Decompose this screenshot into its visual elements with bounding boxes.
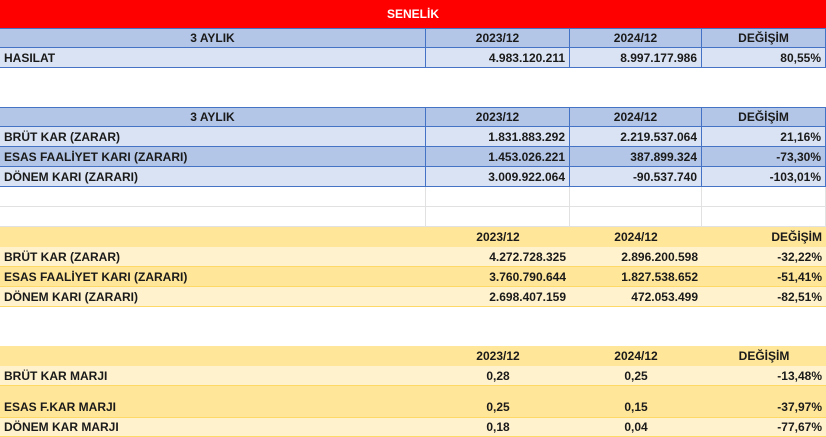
header-cell[interactable]: 3 AYLIK xyxy=(0,108,426,126)
table4-header xyxy=(0,346,826,366)
value-cell[interactable]: -103,01% xyxy=(702,167,826,186)
value-cell[interactable]: -73,30% xyxy=(702,147,826,166)
value-cell[interactable]: -37,97% xyxy=(777,400,822,414)
row-label[interactable]: DÖNEM KAR MARJI xyxy=(4,420,119,434)
header-cell[interactable]: 2024/12 xyxy=(614,230,658,244)
header-cell[interactable] xyxy=(0,227,426,247)
empty-cell[interactable] xyxy=(0,207,426,226)
header-cell[interactable]: DEĞİŞİM xyxy=(702,29,826,47)
value-cell[interactable]: 0,15 xyxy=(624,400,648,414)
header-cell[interactable]: DEĞİŞİM xyxy=(771,230,822,244)
header-cell[interactable]: 2023/12 xyxy=(476,349,520,363)
value-cell[interactable]: 2.698.407.159 xyxy=(489,289,566,304)
row-label[interactable]: BRÜT KAR (ZARAR) xyxy=(0,127,426,146)
empty-cell[interactable] xyxy=(702,207,826,226)
table1-header xyxy=(0,28,826,48)
empty-cell[interactable] xyxy=(702,187,826,206)
value-cell[interactable]: -13,48% xyxy=(777,368,822,383)
row-label[interactable]: HASILAT xyxy=(0,48,426,67)
empty-cell[interactable] xyxy=(570,187,702,206)
header-cell[interactable]: 2024/12 xyxy=(570,29,702,47)
row-label[interactable]: BRÜT KAR MARJI xyxy=(4,368,108,383)
empty-cell[interactable] xyxy=(426,187,570,206)
table-row xyxy=(0,48,826,68)
table3-header xyxy=(0,227,826,247)
table-row xyxy=(0,287,826,307)
table-row xyxy=(0,366,826,386)
header-cell[interactable]: 3 AYLIK xyxy=(0,29,426,47)
row-label[interactable]: DÖNEM KARI (ZARARI) xyxy=(4,289,138,304)
value-cell[interactable]: 8.997.177.986 xyxy=(570,48,702,67)
header-cell[interactable]: 2024/12 xyxy=(570,108,702,126)
value-cell[interactable]: 1.827.538.652 xyxy=(621,269,698,284)
value-cell[interactable]: 3.760.790.644 xyxy=(489,269,566,284)
value-cell[interactable]: 2.219.537.064 xyxy=(570,127,702,146)
row-label[interactable]: DÖNEM KARI (ZARARI) xyxy=(0,167,426,186)
table-row xyxy=(0,167,826,187)
value-cell[interactable]: 387.899.324 xyxy=(570,147,702,166)
table-row xyxy=(0,386,826,418)
empty-row xyxy=(0,207,826,227)
table-row xyxy=(0,247,826,267)
header-cell[interactable]: DEĞİŞİM xyxy=(738,349,790,363)
value-cell[interactable]: -82,51% xyxy=(777,289,822,304)
header-cell[interactable]: 2024/12 xyxy=(614,349,658,363)
value-cell[interactable]: 1.453.026.221 xyxy=(426,147,570,166)
value-cell[interactable]: -90.537.740 xyxy=(570,167,702,186)
value-cell[interactable]: 0,04 xyxy=(624,420,648,434)
sheet-title-text: SENELİK xyxy=(386,7,439,21)
value-cell[interactable]: 472.053.499 xyxy=(631,289,698,304)
value-cell[interactable]: 1.831.883.292 xyxy=(426,127,570,146)
row-label[interactable]: ESAS FAALİYET KARI (ZARARI) xyxy=(0,147,426,166)
value-cell[interactable]: 4.272.728.325 xyxy=(489,249,566,264)
value-cell[interactable]: 3.009.922.064 xyxy=(426,167,570,186)
value-cell[interactable]: -51,41% xyxy=(777,269,822,284)
header-cell[interactable] xyxy=(0,346,426,366)
value-cell[interactable]: 0,18 xyxy=(486,420,510,434)
value-cell[interactable]: 2.896.200.598 xyxy=(621,249,698,264)
empty-row xyxy=(0,187,826,207)
header-cell[interactable]: DEĞİŞİM xyxy=(702,108,826,126)
row-label[interactable]: BRÜT KAR (ZARAR) xyxy=(4,249,120,264)
header-cell[interactable]: 2023/12 xyxy=(476,230,520,244)
value-cell[interactable]: 80,55% xyxy=(702,48,826,67)
header-cell[interactable]: 2023/12 xyxy=(426,108,570,126)
value-cell[interactable]: 4.983.120.211 xyxy=(426,48,570,67)
value-cell[interactable]: -32,22% xyxy=(777,249,822,264)
row-label[interactable]: ESAS F.KAR MARJI xyxy=(4,400,117,414)
sheet-title[interactable] xyxy=(0,0,826,28)
value-cell[interactable]: 21,16% xyxy=(702,127,826,146)
header-cell[interactable]: 2023/12 xyxy=(426,29,570,47)
empty-cell[interactable] xyxy=(0,187,426,206)
table-row xyxy=(0,127,826,147)
value-cell[interactable]: 0,28 xyxy=(486,368,510,383)
table2-header xyxy=(0,107,826,127)
empty-cell[interactable] xyxy=(426,207,570,226)
table-row xyxy=(0,147,826,167)
table-row xyxy=(0,418,826,437)
value-cell[interactable]: 0,25 xyxy=(624,368,648,383)
table-row xyxy=(0,267,826,287)
value-cell[interactable]: -77,67% xyxy=(777,420,822,434)
row-label[interactable]: ESAS FAALİYET KARI (ZARARI) xyxy=(4,269,188,284)
empty-cell[interactable] xyxy=(570,207,702,226)
value-cell[interactable]: 0,25 xyxy=(486,400,510,414)
